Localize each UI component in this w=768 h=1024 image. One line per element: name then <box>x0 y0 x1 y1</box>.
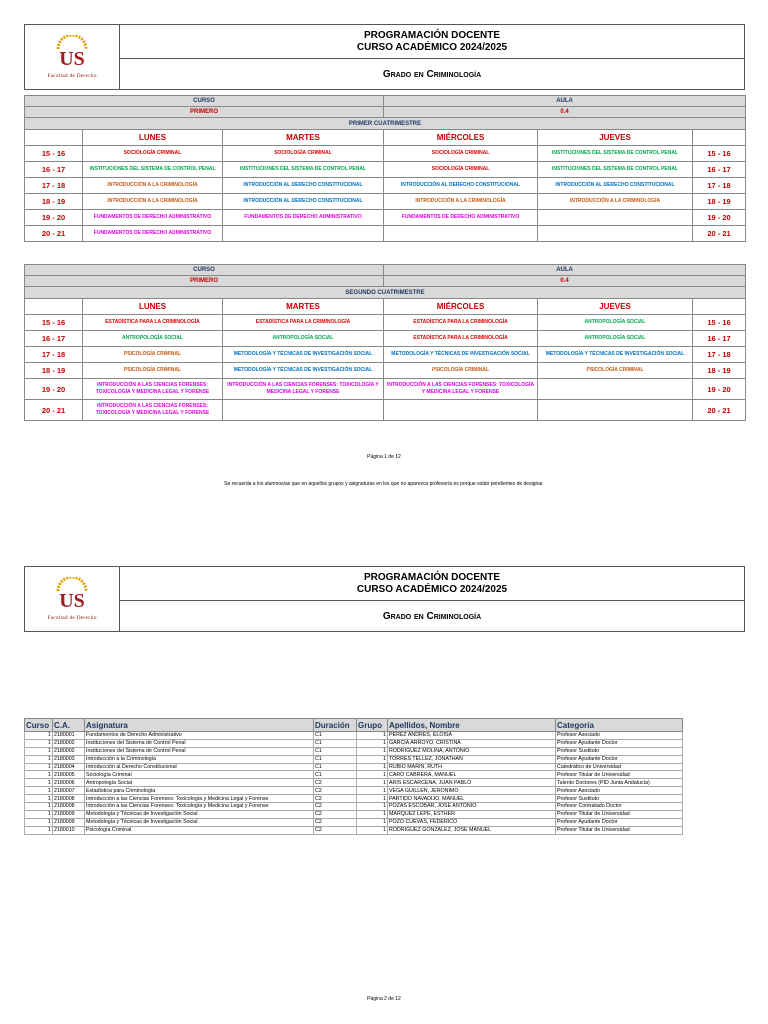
doc-title: PROGRAMACIÓN DOCENTE <box>363 571 501 583</box>
subject-cell: INTRODUCCIÓN A LAS CIENCIAS FORENSES: TOXICOLOGÍA Y MEDICINA LEGAL Y FORENSE <box>83 379 223 400</box>
table-cell: RUBIO MARIN, RUTH <box>388 763 556 771</box>
page-number-1: Página 1 de 12 <box>367 454 401 460</box>
table-cell: 2180004 <box>53 763 85 771</box>
schedule-row <box>25 226 746 242</box>
time-slot: 18 - 19 <box>25 194 83 210</box>
faculty-name: Facultad de Derecho <box>47 73 97 79</box>
table-cell: 2180002 <box>53 739 85 747</box>
degree-title: Grado en Criminología <box>382 68 482 80</box>
table-cell: 1 <box>25 763 53 771</box>
schedule-row <box>25 363 746 379</box>
table-cell: TORRES TELLEZ, JONATHAN <box>388 755 556 763</box>
doc-title: PROGRAMACIÓN DOCENTE <box>363 29 501 41</box>
subject-cell: FUNDAMENTOS DE DERECHO ADMINISTRATIVO <box>83 210 223 226</box>
table-cell: C1 <box>314 747 357 755</box>
col-header: Duración <box>314 719 357 732</box>
table-row <box>25 763 683 771</box>
subject-cell: INTRODUCCIÓN A LAS CIENCIAS FORENSES: TOXICOLOGÍA Y MEDICINA LEGAL Y FORENSE <box>384 379 538 400</box>
table-cell: 2180001 <box>53 732 85 740</box>
table-cell: PARTIDO NAVADIJO, MANUEL <box>388 795 556 803</box>
academic-year: CURSO ACADÉMICO 2024/2025 <box>356 41 508 53</box>
day-header: MIÉRCOLES <box>384 299 538 315</box>
table-cell: 1 <box>25 810 53 818</box>
table-cell: 2180008 <box>53 795 85 803</box>
subject-cell: PSICOLOGÍA CRIMINAL <box>384 363 538 379</box>
aula-label: AULA <box>384 265 746 276</box>
time-slot: 19 - 20 <box>25 379 83 400</box>
academic-year: CURSO ACADÉMICO 2024/2025 <box>356 583 508 595</box>
time-slot: 19 - 20 <box>25 210 83 226</box>
subject-cell: FUNDAMENTOS DE DERECHO ADMINISTRATIVO <box>83 226 223 242</box>
col-header: Grupo <box>357 719 388 732</box>
table-cell: C2 <box>314 795 357 803</box>
day-header: MARTES <box>223 299 384 315</box>
table-cell: 1 <box>25 826 53 834</box>
time-slot: 20 - 21 <box>693 226 746 242</box>
subject-cell: ANTROPOLOGÍA SOCIAL <box>83 331 223 347</box>
time-slot: 16 - 17 <box>693 162 746 178</box>
schedule-table-q2 <box>24 264 746 421</box>
schedule-row <box>25 347 746 363</box>
table-row <box>25 747 683 755</box>
table-cell: 1 <box>357 771 388 779</box>
time-slot: 17 - 18 <box>25 178 83 194</box>
aula-value: 0.4 <box>384 276 746 287</box>
subject-cell: INTRODUCCIÓN AL DERECHO CONSTITUCIONAL <box>223 178 384 194</box>
subject-cell <box>538 379 693 400</box>
schedule-row <box>25 210 746 226</box>
table-row <box>25 779 683 787</box>
table-cell: 1 <box>357 755 388 763</box>
subject-cell: ESTADÍSTICA PARA LA CRIMINOLOGÍA <box>83 315 223 331</box>
subject-cell: INSTITUCIONES DEL SISTEMA DE CONTROL PENAL <box>538 162 693 178</box>
table-cell: 1 <box>25 803 53 811</box>
table-cell: C2 <box>314 779 357 787</box>
table-cell: 2180002 <box>53 747 85 755</box>
degree-title: Grado en Criminología <box>382 610 482 622</box>
table-cell: Profesor Asociado <box>556 787 683 795</box>
table-cell: Profesor Asociado <box>556 732 683 740</box>
table-cell: C1 <box>314 763 357 771</box>
subject-cell: ESTADÍSTICA PARA LA CRIMINOLOGÍA <box>223 315 384 331</box>
col-header: Apellidos, Nombre <box>388 719 556 732</box>
table-cell: 1 <box>357 779 388 787</box>
time-slot: 20 - 21 <box>25 400 83 421</box>
schedule-body <box>25 146 746 242</box>
table-cell: 1 <box>25 739 53 747</box>
subject-cell <box>223 226 384 242</box>
subject-cell <box>384 400 538 421</box>
table-cell: 2180007 <box>53 787 85 795</box>
table-cell: Introducción a la Criminología <box>85 755 314 763</box>
table-cell: 1 <box>357 795 388 803</box>
table-cell: Introducción a las Ciencias Forenses: Toxicología y Medicina Legal y Forense <box>85 795 314 803</box>
table-cell: MARQUEZ LEPE, ESTHER <box>388 810 556 818</box>
table-cell: C2 <box>314 810 357 818</box>
subject-cell: FUNDAMENTOS DE DERECHO ADMINISTRATIVO <box>223 210 384 226</box>
table-cell: C1 <box>314 732 357 740</box>
pending-teacher-note: Se recuerda a los alumnos/as que en aquellos grupos y asignaturas en los que no aparezca profesor/a es porque están pendientes de designar. <box>224 481 544 487</box>
table-cell: C1 <box>314 739 357 747</box>
aula-value: 0.4 <box>384 107 746 118</box>
table-cell: 2180008 <box>53 803 85 811</box>
table-row <box>25 826 683 834</box>
table-cell: Metodología y Técnicas de Investigación Social <box>85 810 314 818</box>
table-cell: Psicología Criminal <box>85 826 314 834</box>
table-cell: Estadística para Criminología <box>85 787 314 795</box>
schedule-row <box>25 162 746 178</box>
svg-text:US: US <box>59 48 85 70</box>
subject-cell: INSTITUCIONES DEL SISTEMA DE CONTROL PENAL <box>223 162 384 178</box>
time-slot: 16 - 17 <box>693 331 746 347</box>
curso-value: PRIMERO <box>25 276 384 287</box>
time-slot: 17 - 18 <box>693 178 746 194</box>
table-cell: Introducción a las Ciencias Forenses: Toxicología y Medicina Legal y Forense <box>85 803 314 811</box>
quarter-title: SEGUNDO CUATRIMESTRE <box>25 287 746 299</box>
table-cell: Profesor Titular de Universidad <box>556 810 683 818</box>
table-row <box>25 795 683 803</box>
table-cell: Antropología Social <box>85 779 314 787</box>
table-cell: C1 <box>314 755 357 763</box>
table-cell: RODRIGUEZ MOLINA, ANTONIO <box>388 747 556 755</box>
table-cell: Profesor Ayudante Doctor <box>556 739 683 747</box>
subject-cell: PSICOLOGÍA CRIMINAL <box>538 363 693 379</box>
schedule-table-q1 <box>24 95 746 242</box>
table-cell: Instituciones del Sistema de Control Penal <box>85 739 314 747</box>
time-slot: 19 - 20 <box>693 210 746 226</box>
table-cell: 1 <box>25 771 53 779</box>
table-cell: C2 <box>314 818 357 826</box>
subject-cell: ESTADÍSTICA PARA LA CRIMINOLOGÍA <box>384 315 538 331</box>
time-slot: 15 - 16 <box>693 146 746 162</box>
table-cell: 1 <box>357 747 388 755</box>
table-cell: Profesor Ayudante Doctor <box>556 755 683 763</box>
table-cell: Profesor Ayudante Doctor <box>556 818 683 826</box>
table-row <box>25 787 683 795</box>
table-cell: 1 <box>357 732 388 740</box>
day-header: LUNES <box>83 299 223 315</box>
subject-cell: ANTROPOLOGÍA SOCIAL <box>538 331 693 347</box>
subject-cell: INTRODUCCIÓN A LAS CIENCIAS FORENSES: TOXICOLOGÍA Y MEDICINA LEGAL Y FORENSE <box>83 400 223 421</box>
table-row <box>25 755 683 763</box>
table-cell: 1 <box>357 763 388 771</box>
col-header: Categoría <box>556 719 683 732</box>
table-cell: 1 <box>357 826 388 834</box>
table-cell: 1 <box>357 787 388 795</box>
table-cell: Instituciones del Sistema de Control Penal <box>85 747 314 755</box>
subject-cell <box>384 226 538 242</box>
subject-cell: PSICOLOGÍA CRIMINAL <box>83 363 223 379</box>
subject-cell <box>538 210 693 226</box>
time-slot: 18 - 19 <box>693 363 746 379</box>
day-header: MARTES <box>223 130 384 146</box>
table-cell: RODRIGUEZ GONZALEZ, JOSE MANUEL <box>388 826 556 834</box>
schedule-body <box>25 315 746 421</box>
table-row <box>25 739 683 747</box>
subject-cell: INTRODUCCIÓN AL DERECHO CONSTITUCIONAL <box>384 178 538 194</box>
time-slot: 15 - 16 <box>25 315 83 331</box>
schedule-row <box>25 379 746 400</box>
svg-text:US: US <box>59 590 85 612</box>
table-cell: 1 <box>357 810 388 818</box>
subject-cell <box>538 226 693 242</box>
subject-cell: SOCIOLOGÍA CRIMINAL <box>384 162 538 178</box>
table-cell: Talento Doctores (PID Junta Andalucía) <box>556 779 683 787</box>
subject-cell <box>223 400 384 421</box>
table-cell: 1 <box>25 818 53 826</box>
col-header: C.A. <box>53 719 85 732</box>
table-cell: 1 <box>25 755 53 763</box>
table-cell: VEGA GUILLEN, JERONIMO <box>388 787 556 795</box>
table-cell: C1 <box>314 771 357 779</box>
time-slot: 17 - 18 <box>693 347 746 363</box>
time-slot: 18 - 19 <box>25 363 83 379</box>
aula-label: AULA <box>384 96 746 107</box>
time-slot: 20 - 21 <box>25 226 83 242</box>
table-cell: POZAS ESCOBAR, JOSE ANTONIO <box>388 803 556 811</box>
page-header-2 <box>24 566 745 632</box>
table-row <box>25 810 683 818</box>
page-header-1 <box>24 24 745 90</box>
schedule-row <box>25 178 746 194</box>
table-row <box>25 803 683 811</box>
table-cell: 1 <box>25 747 53 755</box>
subject-cell: INTRODUCCIÓN AL DERECHO CONSTITUCIONAL <box>223 194 384 210</box>
subject-cell: SOCIOLOGÍA CRIMINAL <box>223 146 384 162</box>
table-cell: 1 <box>357 818 388 826</box>
table-cell: ARIS ESCARCENA, JUAN PABLO <box>388 779 556 787</box>
subject-cell: INTRODUCCIÓN A LA CRIMINOLOGÍA <box>384 194 538 210</box>
table-cell: 1 <box>357 739 388 747</box>
curso-label: CURSO <box>25 265 384 276</box>
table-cell: Profesor Titular de Universidad <box>556 771 683 779</box>
table-cell: 2180010 <box>53 826 85 834</box>
table-cell: Sociología Criminal <box>85 771 314 779</box>
table-cell: Profesor Contratado Doctor <box>556 803 683 811</box>
table-cell: 2180006 <box>53 779 85 787</box>
table-row <box>25 771 683 779</box>
table-cell: C2 <box>314 787 357 795</box>
subject-cell: INTRODUCCIÓN A LA CRIMINOLOGÍA <box>83 194 223 210</box>
table-cell: Metodología y Técnicas de Investigación Social <box>85 818 314 826</box>
table-row <box>25 732 683 740</box>
schedule-row <box>25 315 746 331</box>
time-slot: 16 - 17 <box>25 331 83 347</box>
time-slot: 15 - 16 <box>693 315 746 331</box>
subject-cell: METODOLOGÍA Y TÉCNICAS DE INVESTIGACIÓN SOCIAL <box>223 363 384 379</box>
time-slot: 20 - 21 <box>693 400 746 421</box>
table-cell: 2180009 <box>53 818 85 826</box>
table-cell: Introducción al Derecho Constitucional <box>85 763 314 771</box>
subject-cell: SOCIOLOGÍA CRIMINAL <box>384 146 538 162</box>
subject-cell <box>538 400 693 421</box>
col-header: Curso <box>25 719 53 732</box>
table-cell: Catedrático de Universidad <box>556 763 683 771</box>
time-slot: 18 - 19 <box>693 194 746 210</box>
table-cell: Profesor Titular de Universidad <box>556 826 683 834</box>
university-seal-icon <box>52 35 92 71</box>
subject-cell: INTRODUCCIÓN A LA CRIMINOLOGÍA <box>538 194 693 210</box>
subject-cell: INSTITUCIONES DEL SISTEMA DE CONTROL PENAL <box>538 146 693 162</box>
time-slot: 16 - 17 <box>25 162 83 178</box>
day-header: JUEVES <box>538 299 693 315</box>
time-slot: 19 - 20 <box>693 379 746 400</box>
subject-cell: SOCIOLOGÍA CRIMINAL <box>83 146 223 162</box>
table-cell: Profesor Sustituto <box>556 795 683 803</box>
staff-table <box>24 718 683 835</box>
subject-cell: INTRODUCCIÓN A LA CRIMINOLOGÍA <box>83 178 223 194</box>
subject-cell: INTRODUCCIÓN A LAS CIENCIAS FORENSES: TOXICOLOGÍA Y MEDICINA LEGAL Y FORENSE <box>223 379 384 400</box>
col-header: Asignatura <box>85 719 314 732</box>
time-slot: 17 - 18 <box>25 347 83 363</box>
table-cell: C2 <box>314 803 357 811</box>
schedule-row <box>25 331 746 347</box>
table-cell: 1 <box>25 795 53 803</box>
table-cell: Fundamentos de Derecho Administrativo <box>85 732 314 740</box>
table-cell: 1 <box>25 732 53 740</box>
table-cell: 1 <box>25 779 53 787</box>
subject-cell: ESTADÍSTICA PARA LA CRIMINOLOGÍA <box>384 331 538 347</box>
subject-cell: INSTITUCIONES DEL SISTEMA DE CONTROL PENAL <box>83 162 223 178</box>
subject-cell: ANTROPOLOGÍA SOCIAL <box>223 331 384 347</box>
subject-cell: ANTROPOLOGÍA SOCIAL <box>538 315 693 331</box>
staff-body <box>25 732 683 835</box>
quarter-title: PRIMER CUATRIMESTRE <box>25 118 746 130</box>
table-cell: 1 <box>357 803 388 811</box>
page-number-2: Página 2 de 12 <box>367 996 401 1002</box>
table-cell: POZO CUEVAS, FEDERICO <box>388 818 556 826</box>
table-cell: CARO CABRERA, MANUEL <box>388 771 556 779</box>
university-seal-icon <box>52 577 92 613</box>
table-cell: 2180003 <box>53 755 85 763</box>
day-header: MIÉRCOLES <box>384 130 538 146</box>
table-cell: Profesor Sustituto <box>556 747 683 755</box>
schedule-row <box>25 146 746 162</box>
table-cell: PEREZ ANDRES, ELOISA <box>388 732 556 740</box>
curso-value: PRIMERO <box>25 107 384 118</box>
table-cell: 2180009 <box>53 810 85 818</box>
faculty-logo <box>25 567 120 631</box>
subject-cell: METODOLOGÍA Y TÉCNICAS DE INVESTIGACIÓN SOCIAL <box>223 347 384 363</box>
table-row <box>25 818 683 826</box>
day-header: JUEVES <box>538 130 693 146</box>
subject-cell: METODOLOGÍA Y TÉCNICAS DE INVESTIGACIÓN SOCIAL <box>384 347 538 363</box>
faculty-logo <box>25 25 120 89</box>
table-cell: 1 <box>25 787 53 795</box>
table-cell: 2180005 <box>53 771 85 779</box>
schedule-row <box>25 194 746 210</box>
curso-label: CURSO <box>25 96 384 107</box>
day-header: LUNES <box>83 130 223 146</box>
subject-cell: INTRODUCCIÓN AL DERECHO CONSTITUCIONAL <box>538 178 693 194</box>
faculty-name: Facultad de Derecho <box>47 615 97 621</box>
subject-cell: FUNDAMENTOS DE DERECHO ADMINISTRATIVO <box>384 210 538 226</box>
table-cell: GARCIA ARROYO, CRISTINA <box>388 739 556 747</box>
table-cell: C2 <box>314 826 357 834</box>
time-slot: 15 - 16 <box>25 146 83 162</box>
subject-cell: METODOLOGÍA Y TÉCNICAS DE INVESTIGACIÓN SOCIAL <box>538 347 693 363</box>
schedule-row <box>25 400 746 421</box>
subject-cell: PSICOLOGÍA CRIMINAL <box>83 347 223 363</box>
